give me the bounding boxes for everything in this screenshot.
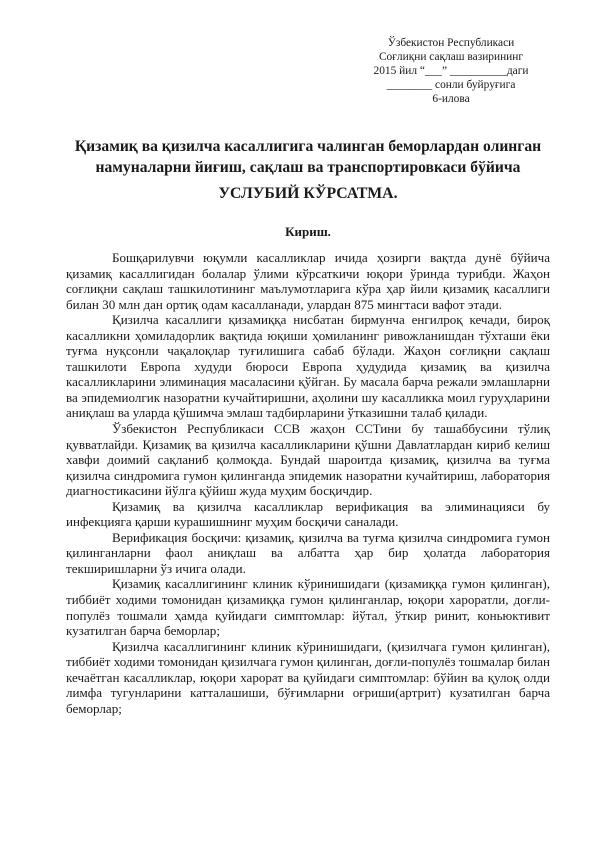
paragraph-6: Қизамиқ касаллигининг клиник кўринишидаги (қизамиққа гумон қилинган), тиббиёт ходими томонидан қизамиққа гумон қилинганлар, юқори хароратли, доғли-популёз тошмали ҳамда қуйидаги симптомлар: йўтал, ўткир ринит, коньюктивит кузатилган барча беморлар; (66, 576, 550, 639)
annex-line-4: ________ сонли буйруғига (386, 79, 516, 91)
paragraph-1: Бошқарилувчи юқумли касалликлар ичида ҳозирги вақтда дунё бўйича қизамиқ касаллигидан болалар ўлими кўрсаткичи юқори ўринда турибди. Жаҳон соғлиқни сақлаш ташкилотининг маълумотларига кўра ҳар йили қизамиқ касаллиги билан 30 млн дан ортиқ одам касалланади, улардан 875 мингтаси вафот этади. (66, 250, 550, 312)
annex-line-3: 2015 йил “___” __________даги (373, 65, 529, 77)
annex-line-5: 6-илова (432, 93, 470, 105)
annex-line-2: Соғлиқни сақлаш вазирининг (378, 51, 524, 63)
title-line-1: Қизамиқ ва қизилча касаллигига чалинган беморлардан олинган (74, 138, 542, 155)
document-title (66, 136, 550, 204)
title-line-3: УСЛУБИЙ КЎРСАТМА. (218, 185, 398, 202)
paragraph-2: Қизилча касаллиги қизамиққа нисбатан бирмунча енгилроқ кечади, бироқ касалликни ҳомиладорлик вақтида юқиши ҳомиланинг ривожланишдан тўхташи ёки туғма нуқсонли чақалоқлар туғилишига сабаб бўлади. Жаҳон соғлиқни сақлаш ташкилоти Европа худуди бюроси Европа ҳудудида қизамиқ ва қизилча касалликларини элиминация масаласини қўйган. Бу масала барча режали эмлашларни ва эпидемиолгик назоратни кучайтиришни, аҳолини шу касалликка моил гуруҳларини аниқлаш ва уларда қўшимча эмлаш тадбирларини ўтказишни талаб қилади. (66, 312, 550, 421)
title-line-2: намуналарни йиғиш, сақлаш ва транспортировкаси бўйича (95, 159, 521, 176)
section-heading-introduction: Кириш. (285, 224, 331, 239)
paragraph-5: Верификация босқичи: қизамиқ, қизилча ва туғма қизилча синдромига гумон қилинганларни фаол аниқлаш ва албатта ҳар бир ҳолатда лаборатория текширишларни ўз ичига олади. (66, 529, 550, 576)
paragraph-4: Қизамиқ ва қизилча касалликлар верификация ва элиминацияси бу инфекцияга қарши курашишнинг муҳим босқичи саналади. (66, 498, 550, 530)
annex-header (362, 36, 540, 106)
paragraph-3: Ўзбекистон Республикаси ССВ жаҳон ССТини бу ташаббусини тўлиқ қувватлайди. Қизамиқ ва қизилча касалликларини қўшни Давлатлардан кириб келиш хавфи доимий сақланиб қолмоқда. Бундай шароитда қизамиқ, қизилча ва туғма қизилча синдромига гумон қилинганда эпидемик назоратни кучайтириш, лаборатория диагностикасини йўлга қўйиш жуда муҳим босқичдир. (66, 421, 550, 499)
annex-line-1: Ўзбекистон Республикаси (387, 37, 515, 49)
body-text (66, 250, 550, 716)
paragraph-7: Қизилча касаллигининг клиник кўринишидаги, (қизилчага гумон қилинган), тиббиёт ходими томонидан қизилчага гумон қилинган, доғли-популёз тошмалар билан кечаётган касалликлар, юқори харорат ва қуйидаги симптомлар: бўйин ва қулоқ олди лимфа тугунларини катталашиши, бўғимларни оғриши(артрит) кузатилган барча беморлар; (66, 638, 550, 716)
